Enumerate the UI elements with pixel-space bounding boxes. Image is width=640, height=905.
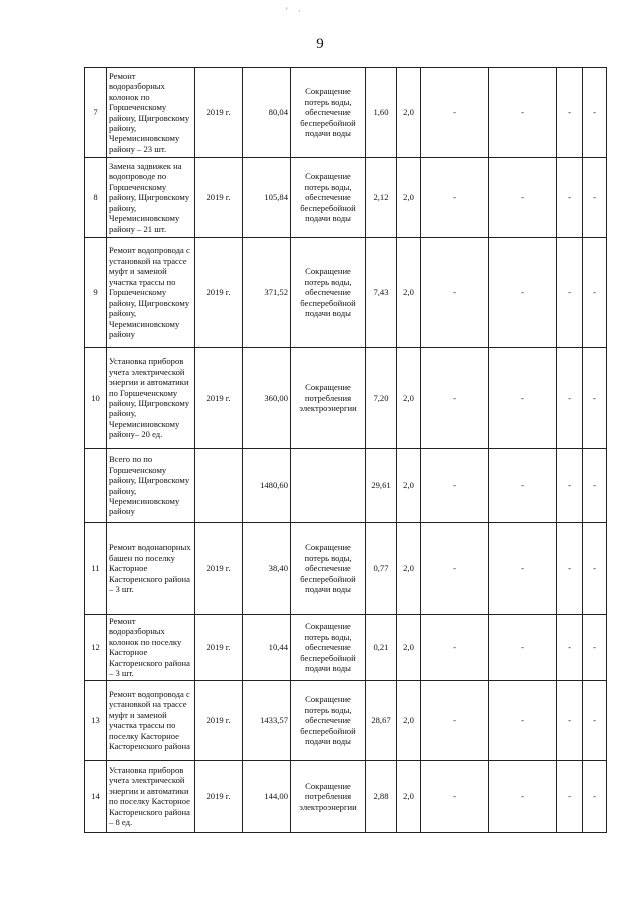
result-cell: Сокращение потребления электроэнергии <box>291 760 366 832</box>
dash-cell: - <box>557 449 583 523</box>
row-number: 8 <box>85 158 107 238</box>
dash-cell: - <box>421 238 489 348</box>
dash-cell: - <box>421 348 489 449</box>
table-row <box>85 760 607 832</box>
dash-cell: - <box>489 523 557 615</box>
dash-cell: - <box>489 449 557 523</box>
result-cell: Сокращение потерь воды, обеспечение бесперебойной подачи воды <box>291 68 366 158</box>
dash-cell: - <box>583 449 607 523</box>
value-cell: 2,12 <box>366 158 397 238</box>
dash-cell: - <box>489 760 557 832</box>
dash-cell: - <box>557 615 583 681</box>
table-row <box>85 615 607 681</box>
table-row <box>85 238 607 348</box>
dash-cell: - <box>421 158 489 238</box>
value-cell: 2,88 <box>366 760 397 832</box>
table-row <box>85 348 607 449</box>
year-cell <box>195 449 243 523</box>
year-cell: 2019 г. <box>195 238 243 348</box>
year-cell: 2019 г. <box>195 68 243 158</box>
year-cell: 2019 г. <box>195 523 243 615</box>
dash-cell: - <box>557 238 583 348</box>
cost-cell: 360,00 <box>243 348 291 449</box>
value-cell: 2,0 <box>397 238 421 348</box>
program-table <box>84 67 607 833</box>
row-number: 10 <box>85 348 107 449</box>
value-cell: 28,67 <box>366 680 397 760</box>
result-cell <box>291 449 366 523</box>
result-cell: Сокращение потерь воды, обеспечение бесперебойной подачи воды <box>291 238 366 348</box>
dash-cell: - <box>583 348 607 449</box>
dash-cell: - <box>421 760 489 832</box>
dash-cell: - <box>421 615 489 681</box>
dash-cell: - <box>489 158 557 238</box>
dash-cell: - <box>557 680 583 760</box>
cost-cell: 80,04 <box>243 68 291 158</box>
year-cell: 2019 г. <box>195 158 243 238</box>
dash-cell: - <box>583 238 607 348</box>
dash-cell: - <box>557 523 583 615</box>
measure-name: Замена задвижек на водопроводе по Горшеченскому району, Щигровскому району, Черемисиновскому району – 21 шт. <box>107 158 195 238</box>
dash-cell: - <box>489 615 557 681</box>
dash-cell: - <box>583 158 607 238</box>
measure-name: Установка приборов учета электрической энергии и автоматики по Горшеченскому району, Щигровскому району, Черемисиновскому району– 20 ед. <box>107 348 195 449</box>
dash-cell: - <box>557 68 583 158</box>
dash-cell: - <box>421 449 489 523</box>
value-cell: 0,21 <box>366 615 397 681</box>
dash-cell: - <box>583 760 607 832</box>
value-cell: 1,60 <box>366 68 397 158</box>
dash-cell: - <box>489 680 557 760</box>
result-cell: Сокращение потребления электроэнергии <box>291 348 366 449</box>
cost-cell: 10,44 <box>243 615 291 681</box>
row-number: 7 <box>85 68 107 158</box>
result-cell: Сокращение потерь воды, обеспечение бесперебойной подачи воды <box>291 523 366 615</box>
scan-marks: ' · <box>286 6 305 16</box>
dash-cell: - <box>421 68 489 158</box>
result-cell: Сокращение потерь воды, обеспечение бесперебойной подачи воды <box>291 158 366 238</box>
dash-cell: - <box>583 68 607 158</box>
cost-cell: 1480,60 <box>243 449 291 523</box>
year-cell: 2019 г. <box>195 760 243 832</box>
row-number: 11 <box>85 523 107 615</box>
dash-cell: - <box>421 523 489 615</box>
dash-cell: - <box>557 158 583 238</box>
year-cell: 2019 г. <box>195 615 243 681</box>
row-number <box>85 449 107 523</box>
cost-cell: 144,00 <box>243 760 291 832</box>
result-cell: Сокращение потерь воды, обеспечение бесперебойной подачи воды <box>291 680 366 760</box>
value-cell: 2,0 <box>397 158 421 238</box>
row-number: 9 <box>85 238 107 348</box>
value-cell: 2,0 <box>397 523 421 615</box>
value-cell: 29,61 <box>366 449 397 523</box>
row-number: 14 <box>85 760 107 832</box>
dash-cell: - <box>583 680 607 760</box>
dash-cell: - <box>557 760 583 832</box>
cost-cell: 371,52 <box>243 238 291 348</box>
year-cell: 2019 г. <box>195 348 243 449</box>
result-cell: Сокращение потерь воды, обеспечение бесперебойной подачи воды <box>291 615 366 681</box>
value-cell: 7,20 <box>366 348 397 449</box>
row-number: 13 <box>85 680 107 760</box>
measure-name: Ремонт водопровода с установкой на трассе муфт и заменой участка трассы по поселку Касторное Касторенского района <box>107 680 195 760</box>
dash-cell: - <box>489 348 557 449</box>
value-cell: 7,43 <box>366 238 397 348</box>
year-cell: 2019 г. <box>195 680 243 760</box>
measure-name: Ремонт водоразборных колонок по поселку Касторное Касторенского района – 3 шт. <box>107 615 195 681</box>
dash-cell: - <box>489 238 557 348</box>
dash-cell: - <box>421 680 489 760</box>
table-row <box>85 680 607 760</box>
measure-name: Ремонт водоразборных колонок по Горшеченскому району, Щигровскому району, Черемисиновскому району – 23 шт. <box>107 68 195 158</box>
dash-cell: - <box>583 615 607 681</box>
cost-cell: 38,40 <box>243 523 291 615</box>
value-cell: 2,0 <box>397 68 421 158</box>
value-cell: 2,0 <box>397 680 421 760</box>
table-row-total <box>85 449 607 523</box>
table-row <box>85 523 607 615</box>
value-cell: 2,0 <box>397 615 421 681</box>
measure-name: Ремонт водопровода с установкой на трассе муфт и заменой участка трассы по Горшеченскому району, Щигровскому району, Черемисиновскому району <box>107 238 195 348</box>
value-cell: 2,0 <box>397 760 421 832</box>
dash-cell: - <box>557 348 583 449</box>
dash-cell: - <box>489 68 557 158</box>
measure-name: Всего по по Горшеченскому району, Щигровскому району, Черемисиновскому району <box>107 449 195 523</box>
page-number: 9 <box>316 36 324 52</box>
table-row <box>85 68 607 158</box>
table-row <box>85 158 607 238</box>
value-cell: 2,0 <box>397 449 421 523</box>
value-cell: 2,0 <box>397 348 421 449</box>
dash-cell: - <box>583 523 607 615</box>
cost-cell: 1433,57 <box>243 680 291 760</box>
row-number: 12 <box>85 615 107 681</box>
measure-name: Ремонт водонапорных башен по поселку Касторное Касторенского района – 3 шт. <box>107 523 195 615</box>
value-cell: 0,77 <box>366 523 397 615</box>
measure-name: Установка приборов учета электрической энергии и автоматики по поселку Касторное Касторенского района – 8 ед. <box>107 760 195 832</box>
cost-cell: 105,84 <box>243 158 291 238</box>
